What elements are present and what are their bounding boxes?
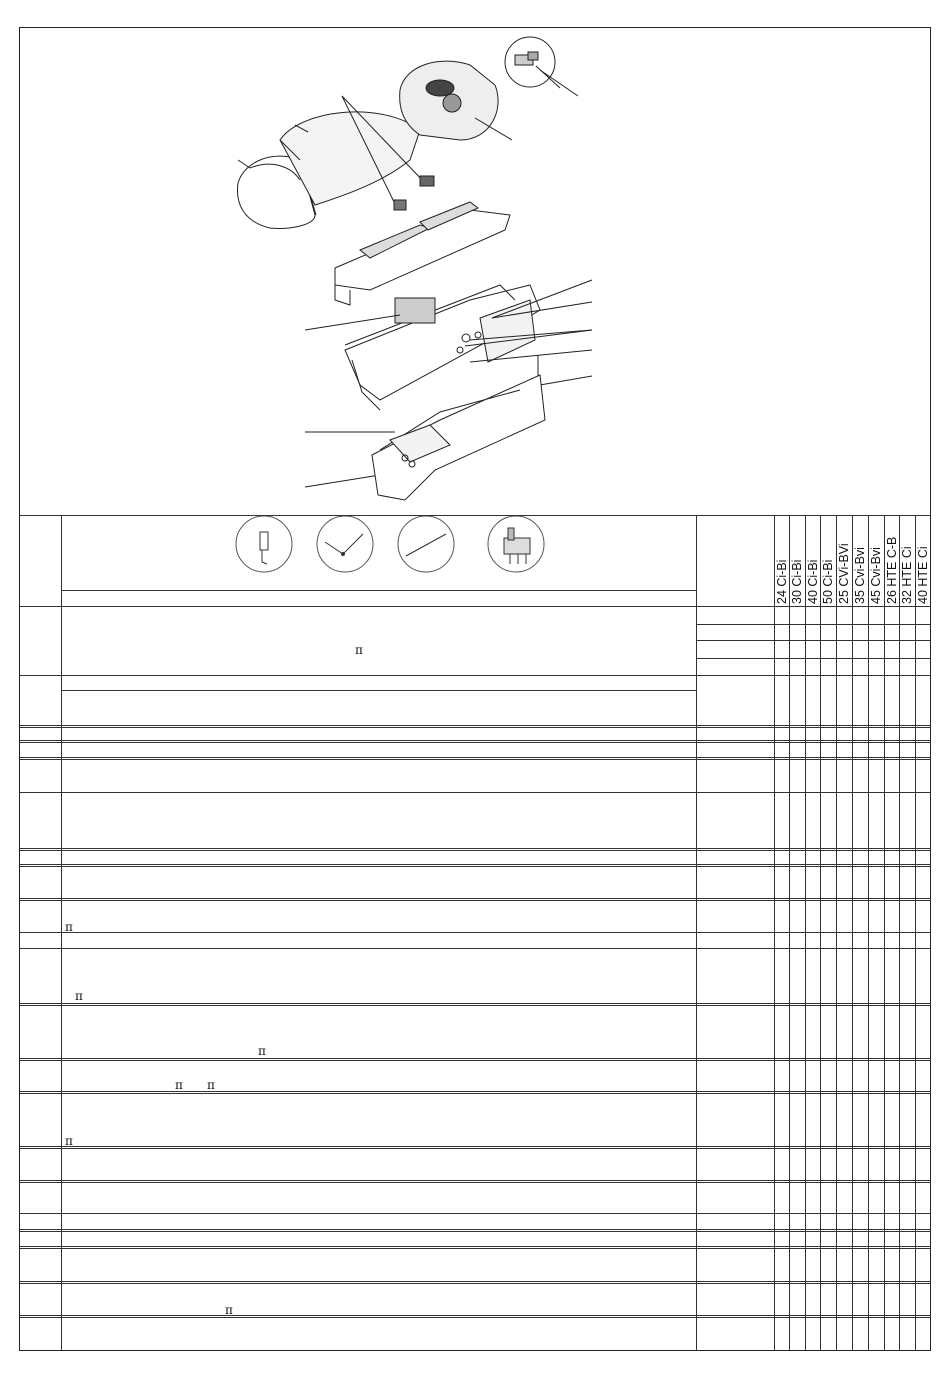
model-column-header: 26 HTE C-B: [885, 536, 899, 604]
table-row-rule: [20, 740, 931, 743]
table-col-rule: [774, 515, 775, 1351]
pi-mark: π: [258, 1044, 266, 1058]
table-row-rule: [20, 864, 931, 867]
wire-harness-icon: [315, 514, 375, 574]
table-row-rule: [20, 792, 931, 793]
table-col-rule: [868, 515, 869, 1351]
table-col-rule: [884, 515, 885, 1351]
table-col-rule: [852, 515, 853, 1351]
pi-mark: π: [355, 643, 363, 657]
table-row-rule: [20, 898, 931, 901]
table-row-rule: [20, 1213, 931, 1214]
table-row-rule: [20, 1058, 931, 1061]
table-row-rule: [20, 606, 931, 607]
table-col-rule: [899, 515, 900, 1351]
model-column-header: 40 HTE Ci: [916, 546, 930, 604]
connector-plug-icon: [486, 514, 546, 574]
table-top-rule: [20, 515, 931, 516]
model-column-header: 30 Ci-Bi: [790, 559, 804, 604]
model-column-header: 24 Ci-Bi: [775, 559, 789, 604]
table-col-rule: [789, 515, 790, 1351]
pi-mark: π: [75, 989, 83, 1003]
pi-mark: π: [175, 1078, 183, 1092]
table-col-rule: [915, 515, 916, 1351]
model-column-header: 45 Cvi-Bvi: [869, 547, 883, 604]
table-row-rule: [20, 948, 931, 949]
table-row-rule: [62, 690, 696, 691]
table-row-rule: [20, 1315, 931, 1318]
table-row-rule: [20, 1003, 931, 1006]
table-row-rule: [20, 1246, 931, 1249]
pi-mark: π: [65, 920, 73, 934]
model-column-header: 40 Ci-Bi: [806, 559, 820, 604]
table-col-rule: [836, 515, 837, 1351]
pi-mark: π: [225, 1303, 233, 1317]
table-row-rule: [696, 640, 931, 641]
header-subrule: [62, 590, 696, 591]
table-col-rule: [805, 515, 806, 1351]
exploded-assembly-drawing: [0, 0, 950, 520]
table-col-rule: [820, 515, 821, 1351]
table-row-rule: [20, 1281, 931, 1284]
model-column-header: 50 Ci-Bi: [821, 559, 835, 604]
model-column-header: 35 Cvi-Bvi: [853, 547, 867, 604]
pi-mark: π: [65, 1134, 73, 1148]
table-row-rule: [20, 932, 931, 933]
table-col-rule: [61, 515, 62, 1351]
table-row-rule: [20, 1180, 931, 1183]
table-row-rule: [20, 725, 931, 728]
rod-cable-icon: [396, 514, 456, 574]
table-row-rule: [20, 1146, 931, 1149]
table-row-rule: [696, 658, 931, 659]
model-column-header: 25 CVi-BVi: [837, 543, 851, 604]
table-row-rule: [20, 1229, 931, 1232]
table-col-rule: [696, 515, 697, 1351]
sensor-probe-icon: [234, 514, 294, 574]
table-row-rule: [20, 757, 931, 760]
pi-mark: π: [207, 1078, 215, 1092]
model-column-header: 32 HTE Ci: [900, 546, 914, 604]
table-row-rule: [20, 675, 931, 676]
table-row-rule: [696, 624, 931, 625]
table-row-rule: [20, 848, 931, 851]
table-row-rule: [20, 1091, 931, 1094]
